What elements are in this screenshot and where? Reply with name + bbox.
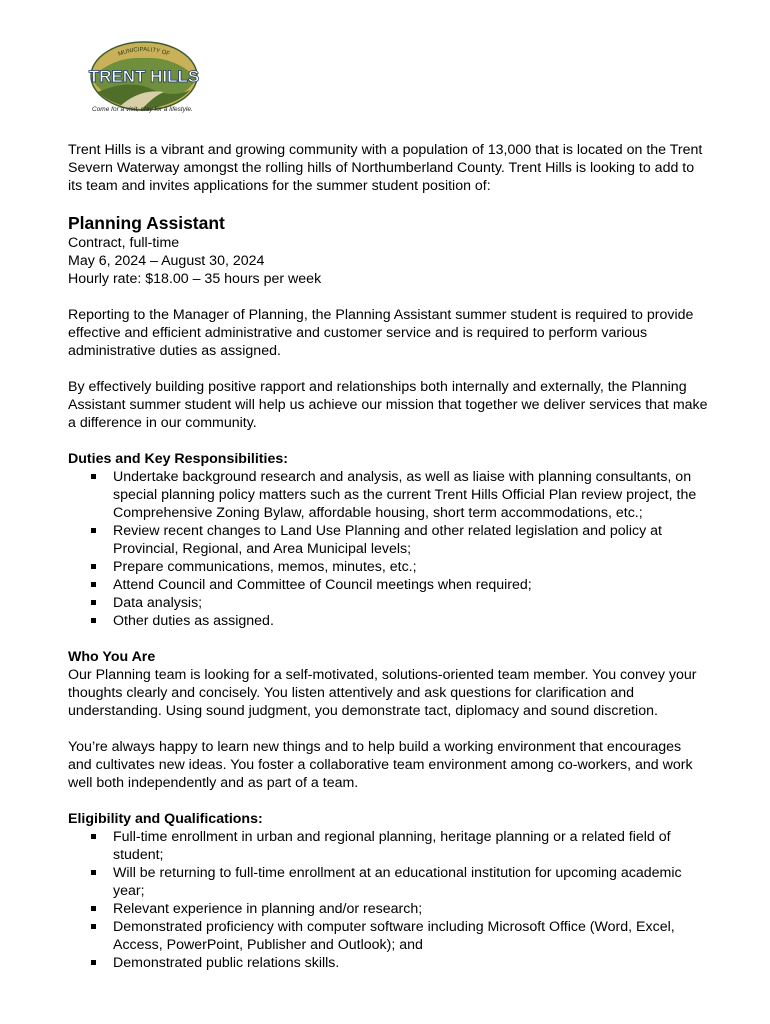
list-item: Demonstrated proficiency with computer software including Microsoft Office (Word, Excel, Access, PowerPoint, Publisher and Outlook); and	[113, 918, 708, 954]
reporting-paragraph: Reporting to the Manager of Planning, the Planning Assistant summer student is required to provide effective and efficient administrative and customer service and is required to perform various administrative duties as assigned.	[68, 307, 694, 359]
list-item: Other duties as assigned.	[113, 612, 708, 630]
who-heading: Who You Are	[68, 649, 156, 665]
job-type: Contract, full-time	[68, 235, 180, 251]
who-paragraph-1: Our Planning team is looking for a self-motivated, solutions-oriented team member. You convey your thoughts clearly and concisely. You listen attentively and ask questions for clarification and understanding. Using sound judgment, you demonstrate tact, diplomacy and sound discretion.	[68, 667, 697, 719]
who-paragraph-2: You’re always happy to learn new things and to help build a working environment that encourages and cultivates new ideas. You foster a collaborative team environment among co-workers, and work well both independently and as part of a team.	[68, 739, 693, 791]
job-posting	[68, 141, 708, 972]
intro-paragraph: Trent Hills is a vibrant and growing community with a population of 13,000 that is located on the Trent Severn Waterway amongst the rolling hills of Northumberland County. Trent Hills is looking to add to its team and invites applications for the summer student position of:	[68, 142, 703, 194]
list-item: Full-time enrollment in urban and regional planning, heritage planning or a related field of student;	[113, 828, 708, 864]
list-item: Prepare communications, memos, minutes, etc.;	[113, 558, 708, 576]
logo-tagline: Come for a visit, stay for a lifestyle.	[92, 106, 193, 113]
list-item: Demonstrated public relations skills.	[113, 954, 708, 972]
logo-name: TRENT HILLS	[88, 67, 200, 86]
duties-heading: Duties and Key Responsibilities:	[68, 451, 288, 467]
rapport-paragraph: By effectively building positive rapport and relationships both internally and externally, the Planning Assistant summer student will help us achieve our mission that together we deliver services that make a difference in our community.	[68, 379, 708, 431]
list-item: Relevant experience in planning and/or research;	[113, 900, 708, 918]
job-rate: Hourly rate: $18.00 – 35 hours per week	[68, 271, 322, 287]
list-item: Data analysis;	[113, 594, 708, 612]
duties-list	[68, 468, 708, 630]
logo-arc-text: MUNICIPALITY OF	[117, 46, 171, 58]
job-title: Planning Assistant	[68, 213, 225, 233]
list-item: Will be returning to full-time enrollment at an educational institution for upcoming academic year;	[113, 864, 708, 900]
eligibility-heading: Eligibility and Qualifications:	[68, 811, 263, 827]
list-item: Attend Council and Committee of Council meetings when required;	[113, 576, 708, 594]
list-item: Review recent changes to Land Use Planning and other related legislation and policy at Provincial, Regional, and Area Municipal levels;	[113, 522, 708, 558]
eligibility-list	[68, 828, 708, 972]
list-item: Undertake background research and analysis, as well as liaise with planning consultants, on special planning policy matters such as the current Trent Hills Official Plan review project, the Comprehensive Zoning Bylaw, affordable housing, short term accommodations, etc.;	[113, 468, 708, 522]
job-dates: May 6, 2024 – August 30, 2024	[68, 253, 265, 269]
